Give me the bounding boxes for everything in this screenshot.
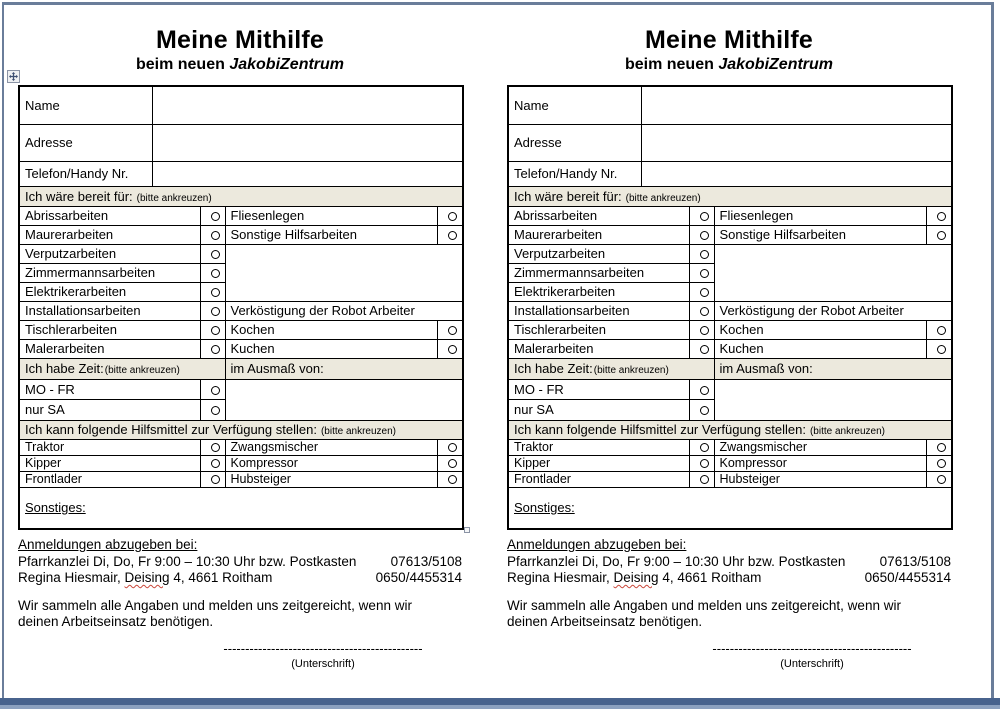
checkbox-elektrikerarbeiten[interactable] [689,282,714,301]
adresse-input-cell[interactable] [641,124,952,161]
adresse-input-cell[interactable] [152,124,463,161]
checkbox-installationsarbeiten[interactable] [689,301,714,320]
checkbox-fliesenlegen[interactable] [926,206,952,225]
checkbox-malerarbeiten[interactable] [689,339,714,358]
regina-text-pre: Regina Hiesmair, [18,570,125,585]
checkbox-kochen[interactable] [437,320,463,339]
circle-icon [448,212,457,221]
form-footer [507,537,951,673]
label-mo-fr: MO - FR [508,379,689,399]
label-verkoestigung: Verköstigung der Robot Arbeiter [714,301,952,320]
circle-icon [700,326,709,335]
signature-label: (Unterschrift) [291,658,355,670]
label-kochen: Kochen [714,320,926,339]
ausmass-input-cell[interactable] [225,379,463,420]
circle-icon [448,326,457,335]
hilfsmittel-section-header [508,420,952,439]
label-zwangsmischer: Zwangsmischer [225,439,437,455]
checkbox-kuchen[interactable] [437,339,463,358]
checkbox-nur-sa[interactable] [689,399,714,420]
mithilfe-form [18,26,462,673]
checkbox-zwangsmischer[interactable] [437,439,463,455]
checkbox-frontlader[interactable] [689,471,714,487]
ausmass-header: im Ausmaß von: [225,358,463,379]
checkbox-verputzarbeiten[interactable] [200,244,225,263]
zeit-section-header [508,358,714,379]
circle-icon [700,475,709,484]
label-verputzarbeiten: Verputzarbeiten [19,244,200,263]
circle-icon [211,250,220,259]
zeit-section-header [19,358,225,379]
label-sonstige-hilfsarbeiten: Sonstige Hilfsarbeiten [714,225,926,244]
hilfsmittel-section-header [19,420,463,439]
subtitle-prefix: beim neuen [624,56,719,73]
circle-icon [211,475,220,484]
zeit-note: (bitte ankreuzen) [104,365,180,376]
label-verputzarbeiten: Verputzarbeiten [508,244,689,263]
circle-icon [700,307,709,316]
circle-icon [211,326,220,335]
circle-icon [448,443,457,452]
regina-text-pre: Regina Hiesmair, [507,570,614,585]
checkbox-kompressor[interactable] [437,455,463,471]
footer-note: Wir sammeln alle Angaben und melden uns zeitgereicht, wenn wir deinen Arbeitseinsatz benötigen. [18,597,412,629]
label-malerarbeiten: Malerarbeiten [508,339,689,358]
bereit-heading: Ich wäre bereit für: [514,188,622,204]
circle-icon [700,269,709,278]
contact-line-regina [507,570,951,587]
misspelled-word: Deising [613,570,659,585]
four-direction-arrows-icon [9,72,18,81]
zeit-heading: Ich habe Zeit: [514,361,593,376]
circle-icon [448,459,457,468]
checkbox-malerarbeiten[interactable] [200,339,225,358]
label-frontlader: Frontlader [508,471,689,487]
zeit-note: (bitte ankreuzen) [593,365,669,376]
label-elektrikerarbeiten: Elektrikerarbeiten [19,282,200,301]
circle-icon [211,345,220,354]
pfarrkanzlei-text: Pfarrkanzlei Di, Do, Fr 9:00 – 10:30 Uhr bzw. Postkasten [18,553,357,569]
telefon-input-cell[interactable] [152,161,463,186]
bereit-section-header [19,186,463,206]
label-malerarbeiten: Malerarbeiten [19,339,200,358]
label-maurerarbeiten: Maurerarbeiten [19,225,200,244]
regina-phone: 0650/4455314 [864,570,951,585]
footer-heading: Anmeldungen abzugeben bei: [18,537,198,552]
checkbox-sonstige-hilfsarbeiten[interactable] [926,225,952,244]
regina-text-post: 4, 4661 Roitham [658,570,762,585]
form-table-wrap [18,85,462,530]
circle-icon [700,288,709,297]
signature-label: (Unterschrift) [780,658,844,670]
checkbox-elektrikerarbeiten[interactable] [200,282,225,301]
pfarrkanzlei-phone: 07613/5108 [879,553,951,569]
label-hubsteiger: Hubsteiger [225,471,437,487]
checkbox-mo-fr[interactable] [200,379,225,399]
checkbox-traktor[interactable] [200,439,225,455]
zeit-heading: Ich habe Zeit: [25,361,104,376]
form-subtitle [507,56,951,74]
label-kompressor: Kompressor [714,455,926,471]
circle-icon [937,443,946,452]
circle-icon [211,459,220,468]
pfarrkanzlei-text: Pfarrkanzlei Di, Do, Fr 9:00 – 10:30 Uhr bzw. Postkasten [507,553,846,569]
regina-text [507,570,761,587]
sonstiges-input-cell[interactable] [508,487,952,529]
window-bottom-bar-edge [0,705,1000,709]
circle-icon [448,231,457,240]
label-nur-sa: nur SA [508,399,689,420]
label-verkoestigung: Verköstigung der Robot Arbeiter [225,301,463,320]
checkbox-traktor[interactable] [689,439,714,455]
bereit-blank-cell[interactable] [225,244,463,301]
circle-icon [937,231,946,240]
circle-icon [211,269,220,278]
checkbox-tischlerarbeiten[interactable] [200,320,225,339]
circle-icon [700,406,709,415]
telefon-label: Telefon/Handy Nr. [508,161,641,186]
label-abrissarbeiten: Abrissarbeiten [19,206,200,225]
checkbox-mo-fr[interactable] [689,379,714,399]
form-title: Meine Mithilfe [155,26,325,54]
label-kompressor: Kompressor [225,455,437,471]
sonstiges-label: Sonstiges: [514,500,575,516]
checkbox-kuchen[interactable] [926,339,952,358]
table-resize-handle[interactable] [464,527,470,533]
regina-text-post: 4, 4661 Roitham [169,570,273,585]
form-table-wrap [507,85,951,530]
circle-icon [700,250,709,259]
form-subtitle [18,56,462,74]
circle-icon [937,475,946,484]
label-sonstige-hilfsarbeiten: Sonstige Hilfsarbeiten [225,225,437,244]
label-kipper: Kipper [508,455,689,471]
sonstiges-input-cell[interactable] [19,487,463,529]
misspelled-word: Deising [124,570,170,585]
subtitle-brand: JakobiZentrum [718,56,834,73]
label-tischlerarbeiten: Tischlerarbeiten [19,320,200,339]
checkbox-verputzarbeiten[interactable] [689,244,714,263]
bereit-note: (bitte ankreuzen) [136,192,212,204]
label-zimmermannsarbeiten: Zimmermannsarbeiten [19,263,200,282]
mithilfe-form [507,26,951,673]
hilfsmittel-heading: Ich kann folgende Hilfsmittel zur Verfügung stellen: [25,422,317,437]
table-move-handle-icon[interactable] [7,70,20,83]
checkbox-installationsarbeiten[interactable] [200,301,225,320]
circle-icon [700,212,709,221]
label-kuchen: Kuchen [225,339,437,358]
label-mo-fr: MO - FR [19,379,200,399]
checkbox-zwangsmischer[interactable] [926,439,952,455]
checkbox-fliesenlegen[interactable] [437,206,463,225]
checkbox-kochen[interactable] [926,320,952,339]
regina-phone: 0650/4455314 [375,570,462,585]
checkbox-hubsteiger[interactable] [926,471,952,487]
checkbox-abrissarbeiten[interactable] [689,206,714,225]
label-fliesenlegen: Fliesenlegen [225,206,437,225]
window-bottom-bar [0,698,1000,705]
circle-icon [211,443,220,452]
checkbox-zimmermannsarbeiten[interactable] [689,263,714,282]
signature-block [697,641,927,673]
checkbox-zimmermannsarbeiten[interactable] [200,263,225,282]
ausmass-header: im Ausmaß von: [714,358,952,379]
bereit-heading: Ich wäre bereit für: [25,188,133,204]
signature-line: ---------------------------------------------- [223,640,423,656]
circle-icon [937,459,946,468]
circle-icon [700,443,709,452]
checkbox-hubsteiger[interactable] [437,471,463,487]
circle-icon [700,231,709,240]
checkbox-kipper[interactable] [200,455,225,471]
label-zwangsmischer: Zwangsmischer [714,439,926,455]
label-traktor: Traktor [19,439,200,455]
circle-icon [211,212,220,221]
label-kuchen: Kuchen [714,339,926,358]
name-label: Name [19,86,152,124]
contact-line-pfarrkanzlei [507,554,951,571]
hilfsmittel-note: (bitte ankreuzen) [320,426,396,437]
hilfsmittel-heading: Ich kann folgende Hilfsmittel zur Verfügung stellen: [514,422,806,437]
circle-icon [700,345,709,354]
label-fliesenlegen: Fliesenlegen [714,206,926,225]
name-input-cell[interactable] [641,86,952,124]
checkbox-frontlader[interactable] [200,471,225,487]
adresse-label: Adresse [19,124,152,161]
signature-block [208,641,438,673]
checkbox-nur-sa[interactable] [200,399,225,420]
bereit-note: (bitte ankreuzen) [625,192,701,204]
label-traktor: Traktor [508,439,689,455]
contact-line-pfarrkanzlei [18,554,462,571]
checkbox-kompressor[interactable] [926,455,952,471]
subtitle-prefix: beim neuen [135,56,230,73]
label-maurerarbeiten: Maurerarbeiten [508,225,689,244]
name-input-cell[interactable] [152,86,463,124]
form-table [507,85,953,530]
footer-note: Wir sammeln alle Angaben und melden uns zeitgereicht, wenn wir deinen Arbeitseinsatz benötigen. [507,597,901,629]
footer-heading: Anmeldungen abzugeben bei: [507,537,687,552]
circle-icon [211,288,220,297]
circle-icon [211,406,220,415]
label-frontlader: Frontlader [19,471,200,487]
checkbox-abrissarbeiten[interactable] [200,206,225,225]
circle-icon [937,345,946,354]
contact-line-regina [18,570,462,587]
circle-icon [937,326,946,335]
document-sheet [18,26,951,673]
circle-icon [448,475,457,484]
circle-icon [700,459,709,468]
label-elektrikerarbeiten: Elektrikerarbeiten [508,282,689,301]
bereit-blank-cell[interactable] [714,244,952,301]
circle-icon [211,386,220,395]
label-hubsteiger: Hubsteiger [714,471,926,487]
circle-icon [700,386,709,395]
label-kochen: Kochen [225,320,437,339]
telefon-input-cell[interactable] [641,161,952,186]
checkbox-maurerarbeiten[interactable] [689,225,714,244]
checkbox-kipper[interactable] [689,455,714,471]
circle-icon [937,212,946,221]
adresse-label: Adresse [508,124,641,161]
circle-icon [448,345,457,354]
label-kipper: Kipper [19,455,200,471]
signature-line: ---------------------------------------------- [712,640,912,656]
telefon-label: Telefon/Handy Nr. [19,161,152,186]
label-installationsarbeiten: Installationsarbeiten [508,301,689,320]
subtitle-brand: JakobiZentrum [229,56,345,73]
form-title: Meine Mithilfe [644,26,814,54]
label-installationsarbeiten: Installationsarbeiten [19,301,200,320]
name-label: Name [508,86,641,124]
ausmass-input-cell[interactable] [714,379,952,420]
checkbox-sonstige-hilfsarbeiten[interactable] [437,225,463,244]
hilfsmittel-note: (bitte ankreuzen) [809,426,885,437]
circle-icon [211,231,220,240]
form-footer [18,537,462,673]
label-zimmermannsarbeiten: Zimmermannsarbeiten [508,263,689,282]
label-nur-sa: nur SA [19,399,200,420]
checkbox-tischlerarbeiten[interactable] [689,320,714,339]
circle-icon [211,307,220,316]
bereit-section-header [508,186,952,206]
sonstiges-label: Sonstiges: [25,500,86,516]
checkbox-maurerarbeiten[interactable] [200,225,225,244]
label-tischlerarbeiten: Tischlerarbeiten [508,320,689,339]
form-table [18,85,464,530]
label-abrissarbeiten: Abrissarbeiten [508,206,689,225]
regina-text [18,570,272,587]
pfarrkanzlei-phone: 07613/5108 [390,553,462,569]
